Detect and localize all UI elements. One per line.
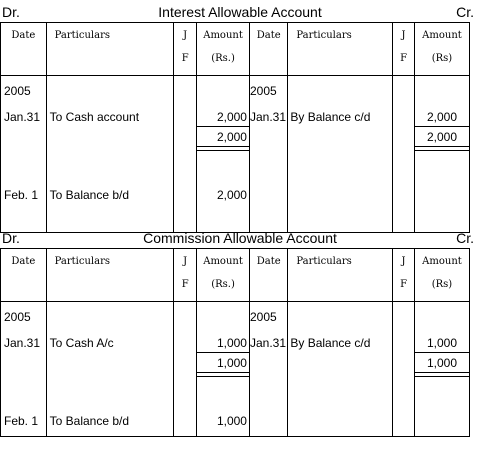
credit-amount-1: 1,000 (426, 336, 457, 350)
total-double-rule-bottom (197, 150, 249, 151)
credit-date-1: Jan.31 (249, 336, 287, 350)
amount-header-right: Amount (422, 256, 462, 267)
particulars-header-left: Particulars (54, 30, 110, 41)
credit-label: Cr. (456, 230, 474, 246)
subtotal-rule (197, 126, 249, 127)
debit-total: 1,000 (216, 356, 247, 370)
total-double-rule-top (415, 146, 469, 147)
debit-label: Dr. (2, 230, 20, 246)
total-double-rule-bottom (415, 150, 469, 151)
amount-header-left: Amount (203, 30, 243, 41)
debit-amount-column (197, 302, 249, 436)
debit-particular-1: To Cash A/c (49, 336, 114, 350)
credit-amount-1: 2,000 (426, 110, 457, 124)
jf-j-header-left: J (183, 256, 188, 267)
date-header-left: Date (11, 30, 36, 41)
debit-date-column (1, 302, 46, 436)
particulars-header-left: Particulars (54, 256, 110, 267)
debit-particular-2: To Balance b/d (49, 188, 130, 202)
debit-date-2: Feb. 1 (4, 188, 39, 202)
date-header-left: Date (11, 256, 36, 267)
credit-amount-column (415, 76, 469, 232)
credit-date-column (250, 76, 287, 232)
amount-header-left: Amount (203, 256, 243, 267)
total-double-rule-top (197, 146, 249, 147)
ledger-table (0, 248, 470, 437)
credit-total: 2,000 (426, 130, 457, 144)
debit-jf-column (174, 76, 196, 232)
ledger-title: Commission Allowable Account (143, 230, 337, 246)
jf-f-header-left: F (181, 279, 189, 290)
amount-unit-right: (Rs) (431, 279, 453, 290)
jf-f-header-left: F (181, 53, 189, 64)
credit-particular-1: By Balance c/d (290, 336, 371, 350)
credit-particular-1: By Balance c/d (290, 110, 371, 124)
debit-date-1: Jan.31 (4, 336, 41, 350)
debit-jf-column (174, 302, 196, 436)
credit-particulars-column (288, 302, 392, 436)
debit-amount-2: 2,000 (216, 188, 247, 202)
debit-total: 2,000 (216, 130, 247, 144)
amount-header-right: Amount (422, 30, 462, 41)
credit-date-1: Jan.31 (249, 110, 287, 124)
debit-particulars-column (47, 302, 174, 436)
total-double-rule-top (415, 372, 469, 373)
credit-total: 1,000 (426, 356, 457, 370)
jf-f-header-right: F (400, 53, 408, 64)
subtotal-rule (415, 126, 469, 127)
debit-particulars-column (47, 76, 174, 232)
credit-particulars-column (288, 76, 392, 232)
credit-date-column (250, 302, 287, 436)
date-header-right: Date (256, 256, 281, 267)
credit-label: Cr. (456, 4, 474, 20)
entries-row (1, 302, 470, 437)
ledger-header (0, 0, 480, 22)
total-double-rule-top (197, 372, 249, 373)
debit-year: 2005 (4, 84, 31, 98)
jf-j-header-right: J (401, 256, 406, 267)
credit-year: 2005 (249, 84, 277, 98)
debit-amount-1: 1,000 (216, 336, 247, 350)
particulars-header-right: Particulars (296, 30, 352, 41)
ledger-header (0, 226, 480, 248)
subtotal-rule (197, 352, 249, 353)
jf-j-header-left: J (183, 30, 188, 41)
credit-jf-column (393, 76, 414, 232)
amount-unit-right: (Rs) (431, 53, 453, 64)
commission-allowable-ledger (0, 226, 480, 437)
debit-amount-column (197, 76, 249, 232)
column-header-row (1, 249, 470, 302)
debit-date-column (1, 76, 46, 232)
ledger-title: Interest Allowable Account (158, 4, 322, 20)
debit-date-2: Feb. 1 (4, 414, 39, 428)
debit-label: Dr. (2, 4, 20, 20)
debit-amount-2: 1,000 (216, 414, 247, 428)
credit-year: 2005 (249, 310, 277, 324)
particulars-header-right: Particulars (296, 256, 352, 267)
ledger-table (0, 22, 470, 233)
total-double-rule-bottom (197, 376, 249, 377)
credit-jf-column (393, 302, 414, 436)
credit-amount-column (415, 302, 469, 436)
entries-row (1, 76, 470, 233)
total-double-rule-bottom (415, 376, 469, 377)
column-header-row (1, 23, 470, 76)
date-header-right: Date (256, 30, 281, 41)
debit-amount-1: 2,000 (216, 110, 247, 124)
debit-year: 2005 (4, 310, 31, 324)
debit-particular-1: To Cash account (49, 110, 140, 124)
jf-j-header-right: J (401, 30, 406, 41)
subtotal-rule (415, 352, 469, 353)
amount-unit-left: (Rs.) (211, 279, 235, 290)
jf-f-header-right: F (400, 279, 408, 290)
debit-particular-2: To Balance b/d (49, 414, 130, 428)
debit-date-1: Jan.31 (4, 110, 41, 124)
amount-unit-left: (Rs.) (211, 53, 235, 64)
